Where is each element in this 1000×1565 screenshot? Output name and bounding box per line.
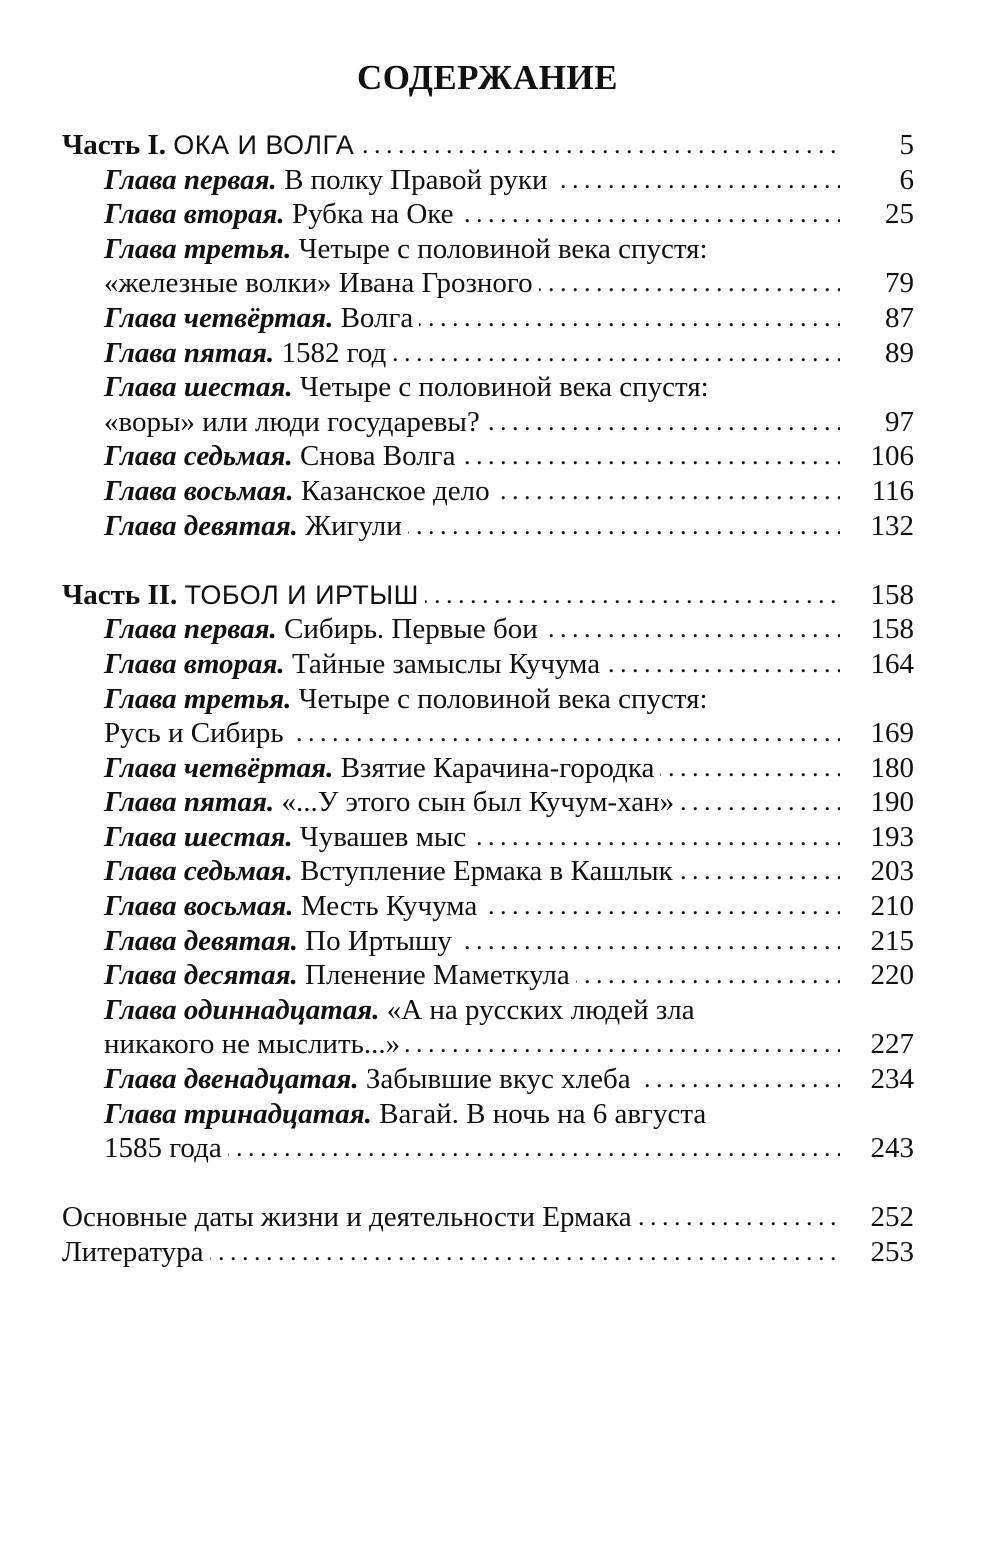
entry-text bbox=[104, 370, 715, 405]
page-number: 158 bbox=[870, 578, 914, 611]
toc-entry[interactable] bbox=[0, 889, 1000, 924]
chapter-label: Глава пятая. bbox=[104, 336, 282, 369]
chapter-label: Глава пятая. bbox=[104, 786, 282, 819]
toc-entry[interactable] bbox=[0, 682, 1000, 717]
section-gap bbox=[0, 543, 1000, 578]
toc-entry[interactable] bbox=[0, 301, 1000, 336]
page-number: 25 bbox=[885, 198, 914, 231]
entry-text bbox=[104, 820, 472, 855]
page-number: 252 bbox=[870, 1201, 914, 1234]
entry-text bbox=[104, 751, 660, 786]
chapter-title: Снова Волга bbox=[299, 440, 456, 473]
entry-text bbox=[104, 785, 680, 820]
toc-entry[interactable] bbox=[0, 1235, 1000, 1270]
page-number: 215 bbox=[870, 924, 914, 957]
chapter-label: Глава восьмая. bbox=[104, 474, 301, 507]
page-number: 87 bbox=[885, 301, 914, 334]
toc-entry[interactable] bbox=[0, 993, 1000, 1028]
chapter-title: Чувашев мыс bbox=[299, 820, 467, 853]
chapter-title: Тайные замыслы Кучума bbox=[291, 647, 601, 680]
chapter-label: Глава третья. bbox=[104, 682, 299, 715]
toc-entry[interactable] bbox=[0, 474, 1000, 509]
entry-text bbox=[104, 439, 461, 474]
chapter-label: Глава шестая. bbox=[104, 371, 300, 404]
page-title: СОДЕРЖАНИЕ bbox=[356, 58, 618, 97]
page-number: 97 bbox=[885, 405, 914, 438]
toc-entry[interactable] bbox=[0, 336, 1000, 371]
toc-entry[interactable] bbox=[0, 128, 1000, 163]
chapter-title: Четыре с половиной века спустя: bbox=[299, 371, 709, 404]
section-gap bbox=[0, 1166, 1000, 1201]
toc-entry[interactable] bbox=[0, 232, 1000, 267]
page-number: 89 bbox=[885, 336, 914, 369]
chapter-title: Четыре с половиной века спустя: bbox=[298, 682, 708, 715]
chapter-label: Глава вторая. bbox=[104, 647, 292, 680]
entry-text bbox=[104, 889, 483, 924]
chapter-title: Взятие Карачина-городка bbox=[340, 751, 655, 784]
toc-entry[interactable] bbox=[0, 439, 1000, 474]
toc-entry[interactable] bbox=[0, 1131, 1000, 1166]
chapter-label: Глава девятая. bbox=[104, 924, 306, 957]
page-number: 193 bbox=[870, 820, 914, 853]
page-number: 79 bbox=[885, 267, 914, 300]
toc-entry[interactable] bbox=[0, 751, 1000, 786]
entry-text bbox=[62, 578, 425, 613]
page-number: 6 bbox=[899, 163, 914, 196]
entry-text bbox=[104, 1131, 228, 1166]
chapter-title: никакого не мыслить...» bbox=[104, 1028, 401, 1061]
page-number: 190 bbox=[870, 786, 914, 819]
entry-text bbox=[104, 682, 714, 717]
chapter-label: Глава первая. bbox=[104, 613, 285, 646]
toc-entry[interactable] bbox=[0, 163, 1000, 198]
page-number: 132 bbox=[870, 509, 914, 542]
chapter-title: Забывшие вкус хлеба bbox=[365, 1063, 631, 1096]
page-number: 227 bbox=[870, 1028, 914, 1061]
entry-text bbox=[104, 612, 544, 647]
chapter-title: «воры» или люди государевы? bbox=[104, 405, 480, 438]
table-of-contents bbox=[0, 128, 1000, 1270]
toc-entry[interactable] bbox=[0, 509, 1000, 544]
toc-entry[interactable] bbox=[0, 647, 1000, 682]
toc-entry[interactable] bbox=[0, 1097, 1000, 1132]
toc-entry[interactable] bbox=[0, 197, 1000, 232]
entry-text bbox=[104, 197, 460, 232]
toc-entry[interactable] bbox=[0, 716, 1000, 751]
part-label: Часть II. bbox=[62, 578, 185, 611]
entry-text bbox=[62, 128, 360, 163]
toc-entry[interactable] bbox=[0, 854, 1000, 889]
entry-text bbox=[104, 993, 701, 1028]
part-label: Часть I. bbox=[62, 129, 174, 161]
entry-text bbox=[104, 232, 714, 267]
part-title: ОКА И ВОЛГА bbox=[173, 130, 355, 160]
toc-entry[interactable] bbox=[0, 578, 1000, 613]
chapter-title: В полку Правой руки bbox=[284, 163, 548, 196]
toc-entry[interactable] bbox=[0, 405, 1000, 440]
chapter-title: Месть Кучума bbox=[300, 890, 478, 923]
chapter-label: Глава первая. bbox=[104, 163, 285, 196]
page-number: 5 bbox=[899, 129, 914, 161]
entry-text bbox=[104, 336, 392, 371]
chapter-label: Глава десятая. bbox=[104, 959, 306, 992]
chapter-title: Вагай. В ночь на 6 августа bbox=[379, 1097, 707, 1130]
toc-entry[interactable] bbox=[0, 924, 1000, 959]
chapter-title: Сибирь. Первые бои bbox=[284, 613, 538, 646]
toc-entry[interactable] bbox=[0, 1200, 1000, 1235]
page-number: 220 bbox=[870, 959, 914, 992]
chapter-title: Волга bbox=[340, 301, 414, 334]
page-number: 164 bbox=[870, 647, 914, 680]
entry-text bbox=[104, 1027, 406, 1062]
chapter-title: Вступление Ермака в Кашлык bbox=[299, 855, 673, 888]
page-number: 169 bbox=[870, 717, 914, 750]
entry-text bbox=[104, 854, 679, 889]
chapter-label: Глава восьмая. bbox=[104, 890, 301, 923]
entry-text bbox=[104, 1097, 712, 1132]
chapter-title: Четыре с половиной века спустя: bbox=[298, 232, 708, 265]
page-number: 234 bbox=[870, 1063, 914, 1096]
entry-text bbox=[104, 509, 408, 544]
chapter-title: «железные волки» Ивана Грозного bbox=[104, 267, 533, 300]
entry-text bbox=[104, 716, 290, 751]
toc-entry[interactable] bbox=[0, 958, 1000, 993]
chapter-label: Глава двенадцатая. bbox=[104, 1063, 366, 1096]
chapter-title: Рубка на Оке bbox=[291, 198, 454, 231]
chapter-label: Глава третья. bbox=[104, 232, 299, 265]
toc-entry[interactable] bbox=[0, 820, 1000, 855]
entry-text bbox=[104, 1062, 637, 1097]
page-number: 203 bbox=[870, 855, 914, 888]
entry-text bbox=[104, 266, 539, 301]
chapter-label: Глава вторая. bbox=[104, 198, 292, 231]
chapter-title: 1582 год bbox=[281, 336, 387, 369]
page-number: 180 bbox=[870, 751, 914, 784]
entry-text bbox=[104, 301, 419, 336]
page-number: 158 bbox=[870, 613, 914, 646]
chapter-title: Жигули bbox=[305, 509, 402, 542]
chapter-label: Глава девятая. bbox=[104, 509, 306, 542]
toc-entry[interactable] bbox=[0, 266, 1000, 301]
toc-entry[interactable] bbox=[0, 1062, 1000, 1097]
entry-text bbox=[104, 924, 458, 959]
page-number: 210 bbox=[870, 890, 914, 923]
toc-entry[interactable] bbox=[0, 1027, 1000, 1062]
page-number: 116 bbox=[871, 474, 914, 507]
toc-entry[interactable] bbox=[0, 370, 1000, 405]
page-number: 106 bbox=[870, 440, 914, 473]
toc-entry[interactable] bbox=[0, 612, 1000, 647]
chapter-title: 1585 года bbox=[104, 1132, 222, 1165]
chapter-label: Глава четвёртая. bbox=[104, 751, 341, 784]
entry-text bbox=[104, 958, 576, 993]
entry-text bbox=[104, 405, 486, 440]
chapter-label: Глава тринадцатая. bbox=[104, 1097, 380, 1130]
page-number: 243 bbox=[870, 1132, 914, 1165]
chapter-label: Глава седьмая. bbox=[104, 440, 300, 473]
page-number: 253 bbox=[870, 1236, 914, 1268]
chapter-label: Глава шестая. bbox=[104, 820, 300, 853]
back-matter-title: Литература bbox=[62, 1236, 204, 1268]
entry-text bbox=[104, 647, 606, 682]
toc-entry[interactable] bbox=[0, 785, 1000, 820]
chapter-title: По Иртышу bbox=[305, 924, 452, 957]
entry-text bbox=[104, 163, 554, 198]
entry-text bbox=[62, 1235, 210, 1270]
chapter-label: Глава одиннадцатая. bbox=[104, 993, 387, 1026]
chapter-label: Глава четвёртая. bbox=[104, 301, 341, 334]
chapter-title: Русь и Сибирь bbox=[104, 717, 284, 750]
chapter-label: Глава седьмая. bbox=[104, 855, 300, 888]
entry-text bbox=[104, 474, 496, 509]
part-title: ТОБОЛ И ИРТЫШ bbox=[184, 579, 419, 610]
chapter-title: «...У этого сын был Кучум-хан» bbox=[281, 786, 675, 819]
chapter-title: Казанское дело bbox=[300, 474, 490, 507]
back-matter-title: Основные даты жизни и деятельности Ермака bbox=[62, 1201, 632, 1234]
chapter-title: Пленение Маметкула bbox=[305, 959, 570, 992]
chapter-title: «А на русских людей зла bbox=[386, 993, 695, 1026]
entry-text bbox=[62, 1200, 638, 1235]
